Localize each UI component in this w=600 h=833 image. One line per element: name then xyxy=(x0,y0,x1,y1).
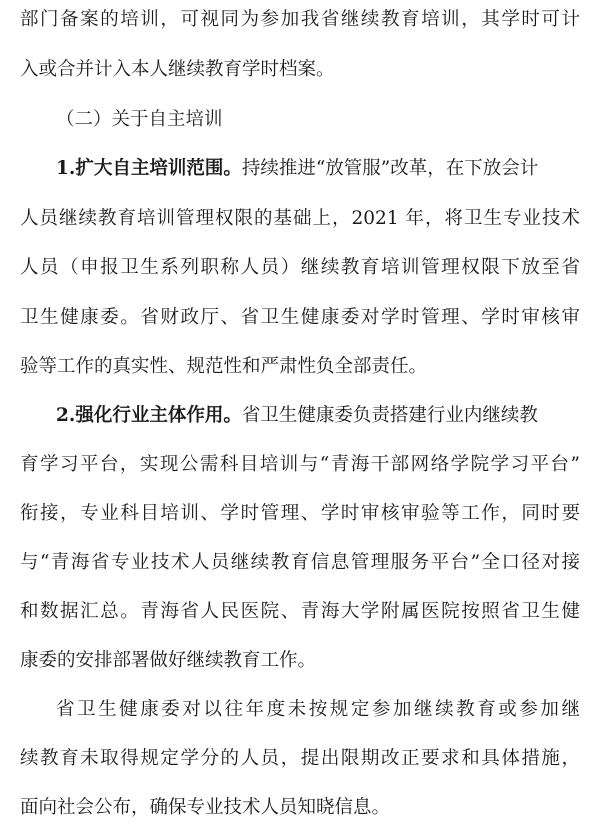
paragraph-line: 省卫生健康委对以往年度未按规定参加继续教育或参加继 xyxy=(56,699,580,720)
item-text: 省卫生健康委负责搭建行业内继续教 xyxy=(241,405,538,426)
paragraph-line: 人员继续教育培训管理权限的基础上，2021 年，将卫生专业技术 xyxy=(20,208,580,229)
paragraph-line: 部门备案的培训，可视同为参加我省继续教育培训，其学时可计 xyxy=(20,9,580,30)
paragraph-line xyxy=(56,404,580,428)
paragraph-line: 康委的安排部署做好继续教育工作。 xyxy=(20,650,317,671)
item-title: 2.强化行业主体作用。 xyxy=(56,405,242,426)
section-heading: （二）关于自主培训 xyxy=(56,109,223,130)
paragraph-line: 人员（申报卫生系列职称人员）继续教育培训管理权限下放至省 xyxy=(20,257,580,278)
paragraph-line: 育学习平台，实现公需科目培训与“青海干部网络学院学习平台” xyxy=(20,454,580,475)
paragraph-line: 入或合并计入本人继续教育学时档案。 xyxy=(20,59,335,80)
paragraph-line: 和数据汇总。青海省人民医院、青海大学附属医院按照省卫生健 xyxy=(20,601,580,622)
item-title: 1.扩大自主培训范围。 xyxy=(56,158,242,179)
paragraph-line xyxy=(56,157,580,181)
paragraph-line: 验等工作的真实性、规范性和严肃性负全部责任。 xyxy=(20,356,428,377)
paragraph-line: 衔接，专业科目培训、学时管理、学时审核审验等工作，同时要 xyxy=(20,503,580,524)
paragraph-line: 续教育未取得规定学分的人员，提出限期改正要求和具体措施， xyxy=(20,748,580,769)
paragraph-line: 卫生健康委。省财政厅、省卫生健康委对学时管理、学时审核审 xyxy=(20,307,580,328)
paragraph-line: 与“青海省专业技术人员继续教育信息管理服务平台”全口径对接 xyxy=(20,552,580,573)
item-text: 持续推进“放管服”改革，在下放会计 xyxy=(241,158,539,179)
paragraph-line: 面向社会公布，确保专业技术人员知晓信息。 xyxy=(20,797,391,818)
